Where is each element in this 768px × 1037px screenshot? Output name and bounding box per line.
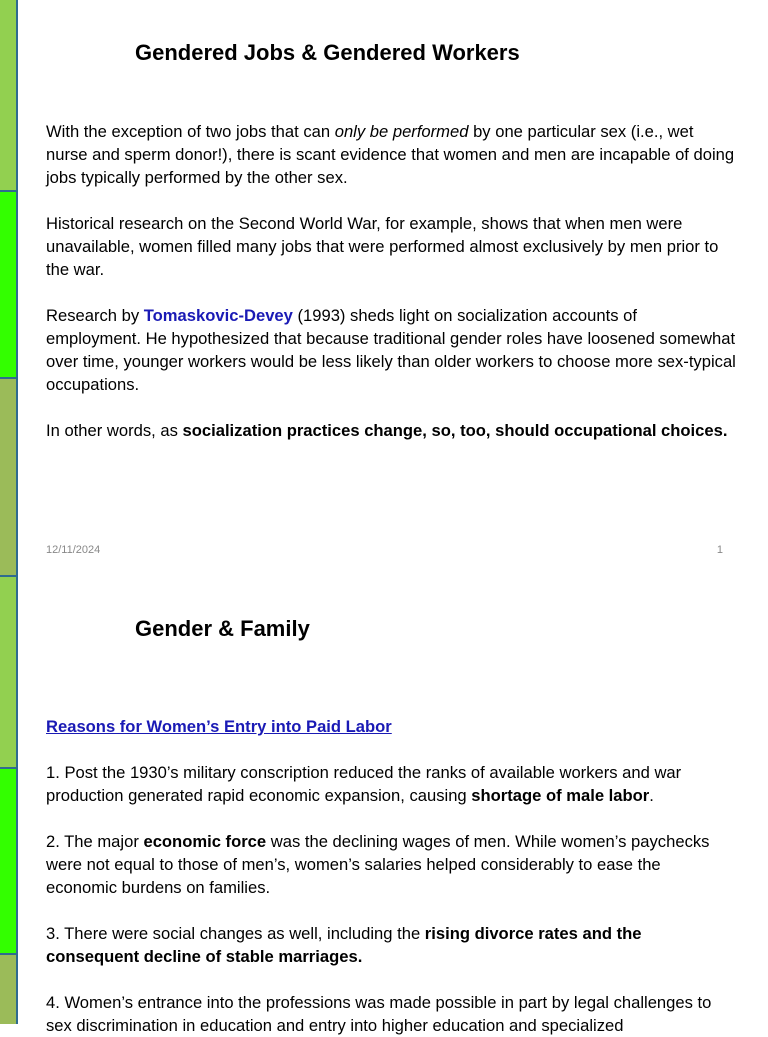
text-run: With the exception of two jobs that can bbox=[46, 122, 335, 141]
text-run: In other words, as bbox=[46, 421, 183, 440]
slide-sidebar bbox=[0, 0, 18, 1024]
emphasis-text: only be performed bbox=[334, 122, 469, 141]
author-link[interactable]: Tomaskovic-Devey bbox=[143, 306, 293, 325]
paragraph bbox=[46, 120, 736, 189]
text-run: 3. There were social changes as well, including the bbox=[46, 924, 425, 943]
paragraph bbox=[46, 304, 736, 396]
heading-link[interactable]: Reasons for Women’s Entry into Paid Labor bbox=[46, 717, 392, 736]
sidebar-block bbox=[0, 769, 18, 953]
bold-text: shortage of male labor bbox=[471, 786, 650, 805]
text-run: by one particular sex (i.e., wet nurse and sperm donor!), there is scant evidence that women and men are incapable of doing jobs typically performed by the other sex. bbox=[46, 122, 735, 187]
slide-body bbox=[46, 120, 736, 442]
slide-title: Gender & Family bbox=[135, 616, 310, 641]
paragraph bbox=[46, 212, 736, 281]
list-item bbox=[46, 991, 736, 1037]
sidebar-block bbox=[0, 955, 18, 1024]
text-run: Research by bbox=[46, 306, 144, 325]
text-run: was the declining wages of men. While women’s paychecks were not equal to those of men’s, women’s salaries helped considerably to ease the economic burdens on families. bbox=[46, 832, 710, 897]
bold-text: rising divorce rates and the consequent decline of stable marriages. bbox=[46, 924, 642, 966]
text-run: . bbox=[649, 786, 654, 805]
sidebar-block bbox=[0, 379, 18, 575]
text-run: (1993) sheds light on socialization accounts of employment. He hypothesized that because traditional gender roles have loosened somewhat over time, younger workers would be less likely than older workers to choose more sex-typical occupations. bbox=[46, 306, 736, 394]
sidebar-block bbox=[0, 0, 18, 190]
paragraph bbox=[46, 419, 736, 442]
sidebar-block bbox=[0, 577, 18, 767]
list-item bbox=[46, 761, 736, 807]
text-run: 1. Post the 1930’s military conscription reduced the ranks of available workers and war production generated rapid economic expansion, causing bbox=[46, 763, 682, 805]
section-heading bbox=[46, 715, 736, 738]
list-item bbox=[46, 922, 736, 968]
list-item bbox=[46, 830, 736, 899]
slide-body bbox=[46, 715, 736, 1037]
text-run: 2. The major bbox=[46, 832, 144, 851]
sidebar-block bbox=[0, 192, 18, 377]
slide-footer bbox=[46, 544, 723, 558]
slide-title: Gendered Jobs & Gendered Workers bbox=[135, 40, 520, 65]
page-number: 1 bbox=[716, 544, 723, 556]
text-run: 4. Women’s entrance into the professions was made possible in part by legal challenges to sex discrimination in education and entry into higher education and specialized bbox=[46, 993, 712, 1035]
bold-text: economic force bbox=[143, 832, 267, 851]
bold-text: socialization practices change, so, too, should occupational choices. bbox=[182, 421, 728, 440]
footer-date: 12/11/2024 bbox=[46, 544, 101, 556]
text-run: Historical research on the Second World War, for example, shows that when men were unavailable, women filled many jobs that were performed almost exclusively by men prior to the war. bbox=[46, 214, 719, 279]
